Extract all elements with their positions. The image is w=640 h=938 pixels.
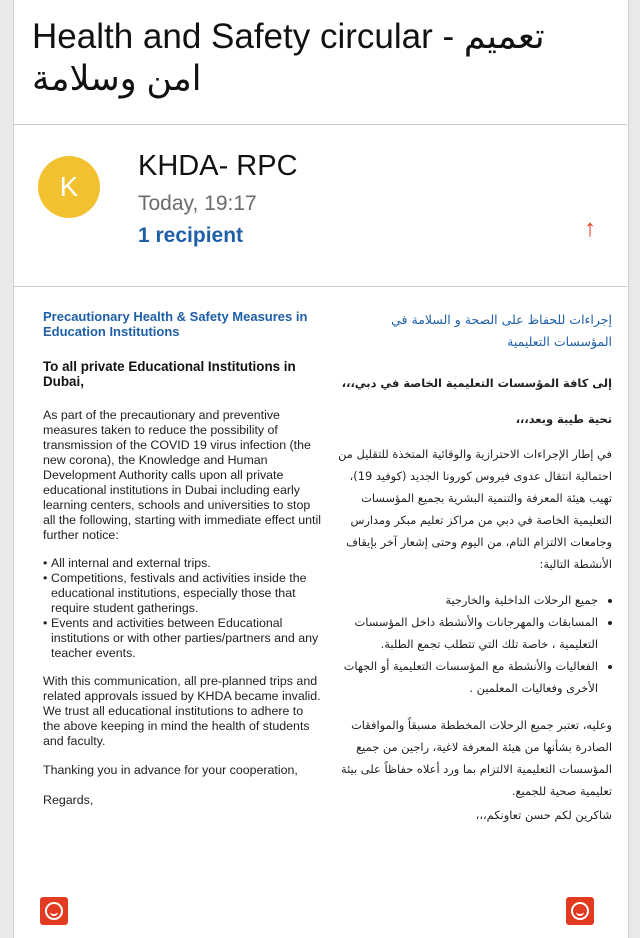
- en-thanks: Thanking you in advance for your cooperation,: [43, 763, 298, 777]
- ar-bullet: • جميع الرحلات الداخلية والخارجية: [330, 589, 598, 611]
- en-intro: As part of the precautionary and preventive measures taken to reduce the possibility of transmission of the COVID 19 virus infection (the new corona), the Knowledge and Human Development Authority calls upon all private educational institutions in Dubai including early learning centers, schools and universities to stop all the following, starting with immediate effect until further notice:: [43, 408, 322, 542]
- ar-greeting: إلى كافة المؤسسات التعليمية الخاصة في دبي،،،: [341, 376, 612, 390]
- en-bullet-list: [43, 556, 323, 661]
- subject-en: Health and Safety circular -: [32, 17, 464, 56]
- ar-bullet-list: [330, 589, 612, 699]
- subject-ar: تعميم امن وسلامة: [32, 17, 545, 98]
- en-closing: With this communication, all pre-planned trips and related approvals issued by KHDA became invalid. We trust all educational institutions to adhere to the above keeping in mind the health of students and faculty.: [43, 674, 321, 748]
- recipients-link[interactable]: 1 recipient: [138, 224, 244, 247]
- en-bullet: • Events and activities between Educational institutions or with other parties/partners and any teacher events.: [43, 616, 323, 661]
- smiley-icon[interactable]: [40, 897, 68, 925]
- ar-intro: في إطار الإجراءات الاحترازية والوقائية المتخذة للتقليل من احتمالية انتقال عدوى فيروس كورونا الجديد (كوفيد 19)، تهيب هيئة المعرفة والتنمية البشرية بجميع المؤسسات التعليمية الخاصة في دبي من مراكز تعليم مبكر ومدارس وجامعات الالتزام التام، من اليوم وحتى إشعار آخر بإيقاف الأنشطة التالية:: [338, 447, 612, 571]
- en-regards: Regards,: [43, 793, 94, 807]
- ar-bullet: • المسابقات والمهرجانات والأنشطة داخل المؤسسات التعليمية ، خاصة تلك التي تتطلب تجمع الطلبة.: [330, 611, 598, 655]
- en-bullet: • Competitions, festivals and activities inside the educational institutions, especially those that require student gatherings.: [43, 571, 323, 616]
- smiley-icon[interactable]: [566, 897, 594, 925]
- en-bullet: • All internal and external trips.: [43, 556, 323, 571]
- ar-salutation: تحية طيبة وبعد،،،: [515, 412, 612, 426]
- timestamp: Today, 19:17: [138, 192, 257, 215]
- ar-bullet: • الفعاليات والأنشطة مع المؤسسات التعليمية أو الجهات الأخرى وفعاليات المعلمين .: [330, 655, 598, 699]
- ar-title: إجراءات للحفاظ على الصحة و السلامة في المؤسسات التعليمية: [391, 312, 612, 349]
- en-title: Precautionary Health & Safety Measures in Education Institutions: [43, 309, 308, 339]
- header-divider: [13, 124, 627, 125]
- email-subject: [32, 16, 592, 100]
- sender-name[interactable]: KHDA- RPC: [138, 150, 298, 182]
- ar-closing: وعليه، تعتبر جميع الرحلات المخططة مسبقاً والموافقات الصادرة بشأنها من هيئة المعرفة لاغية، راجين من جميع المؤسسات التعليمية الالتزام بما ورد أعلاه حفاظاً على بيئة تعليمية صحية للجميع.: [341, 718, 612, 798]
- ar-thanks: شاكرين لكم حسن تعاونكم،،،: [475, 808, 612, 822]
- body-divider: [13, 286, 627, 287]
- reply-arrow-icon[interactable]: ↑: [584, 215, 596, 242]
- avatar[interactable]: K: [38, 156, 100, 218]
- en-greeting: To all private Educational Institutions in Dubai,: [43, 359, 296, 389]
